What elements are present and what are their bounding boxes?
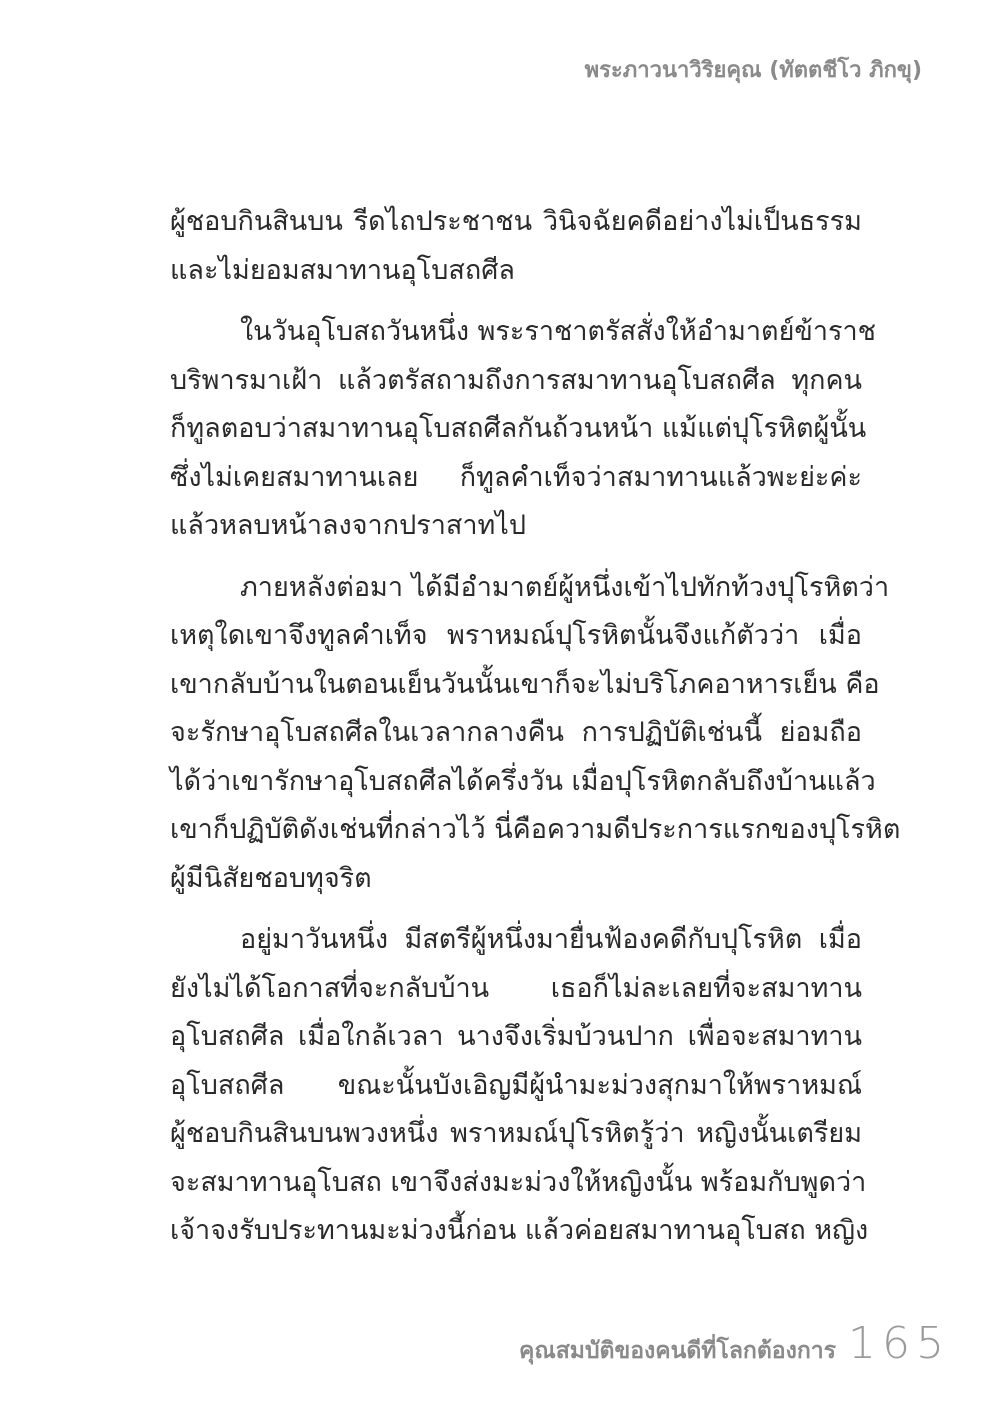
body-text [170,198,901,1269]
text-line: อุโบสถศีล เมื่อใกล้เวลา นางจึงเริ่มบ้วนปาก เพื่อจะสมาทาน [170,1021,862,1052]
text-line: ได้ว่าเขารักษาอุโบสถศีลได้ครึ่งวัน เมื่อปุโรหิตกลับถึงบ้านแล้ว [170,765,876,797]
text-line: จะรักษาอุโบสถศีลในเวลากลางคืน การปฏิบัติเช่นนี้ ย่อมถือ [170,717,862,748]
running-header: พระภาวนาวิริยคุณ (ทัตตชีโว ภิกขุ) [584,58,922,83]
text-line: อุโบสถศีล ขณะนั้นบังเอิญมีผู้นำมะม่วงสุกมาให้พราหมณ์ [170,1069,862,1101]
text-line: เจ้าจงรับประทานมะม่วงนี้ก่อน แล้วค่อยสมาทานอุโบสถ หญิง [170,1215,869,1246]
page-number: 165 [848,1318,950,1369]
paragraph-4 [170,916,869,1256]
paragraph-1 [170,198,862,295]
text-line: ก็ทูลตอบว่าสมาทานอุโบสถศีลกันถ้วนหน้า แม้แต่ปุโรหิตผู้นั้น [170,413,867,444]
text-line: เหตุใดเขาจึงทูลคำเท็จ พราหมณ์ปุโรหิตนั้นจึงแก้ตัวว่า เมื่อ [170,620,862,651]
text-line: บริพารมาเฝ้า แล้วตรัสถามถึงการสมาทานอุโบสถศีล ทุกคน [170,364,862,396]
text-line: ยังไม่ได้โอกาสที่จะกลับบ้าน เธอก็ไม่ละเลยที่จะสมาทาน [170,972,862,1004]
text-line: เขาก็ปฏิบัติดังเช่นที่กล่าวไว้ นี่คือความดีประการแรกของปุโรหิต [170,814,901,845]
text-line: แล้วหลบหน้าลงจากปราสาทไป [170,510,527,541]
text-line: ซึ่งไม่เคยสมาทานเลย ก็ทูลคำเท็จว่าสมาทานแล้วพะย่ะค่ะ [170,461,862,493]
text-line: ในวันอุโบสถวันหนึ่ง พระราชาตรัสสั่งให้อำมาตย์ข้าราช [240,316,876,347]
text-line: ผู้ชอบกินสินบน รีดไถประชาชน วินิจฉัยคดีอย่างไม่เป็นธรรม [170,206,862,237]
text-line: ผู้มีนิสัยชอบทุจริต [170,862,372,894]
text-line: จะสมาทานอุโบสถ เขาจึงส่งมะม่วงให้หญิงนั้น พร้อมกับพูดว่า [170,1166,867,1198]
text-line: และไม่ยอมสมาทานอุโบสถศีล [170,254,515,286]
paragraph-3 [170,564,901,904]
page-footer [519,1318,950,1369]
text-line: อยู่มาวันหนึ่ง มีสตรีผู้หนึ่งมายื่นฟ้องคดีกับปุโรหิต เมื่อ [240,924,862,955]
footer-book-title: คุณสมบัติของคนดีที่โลกต้องการ [519,1338,837,1364]
text-line: เขากลับบ้านในตอนเย็นวันนั้นเขาก็จะไม่บริโภคอาหารเย็น คือ [170,668,880,700]
text-line: ภายหลังต่อมา ได้มีอำมาตย์ผู้หนึ่งเข้าไปทักท้วงปุโรหิตว่า [240,571,890,603]
text-line: ผู้ชอบกินสินบนพวงหนึ่ง พราหมณ์ปุโรหิตรู้ว่า หญิงนั้นเตรียม [170,1118,862,1149]
paragraph-2 [170,308,876,551]
